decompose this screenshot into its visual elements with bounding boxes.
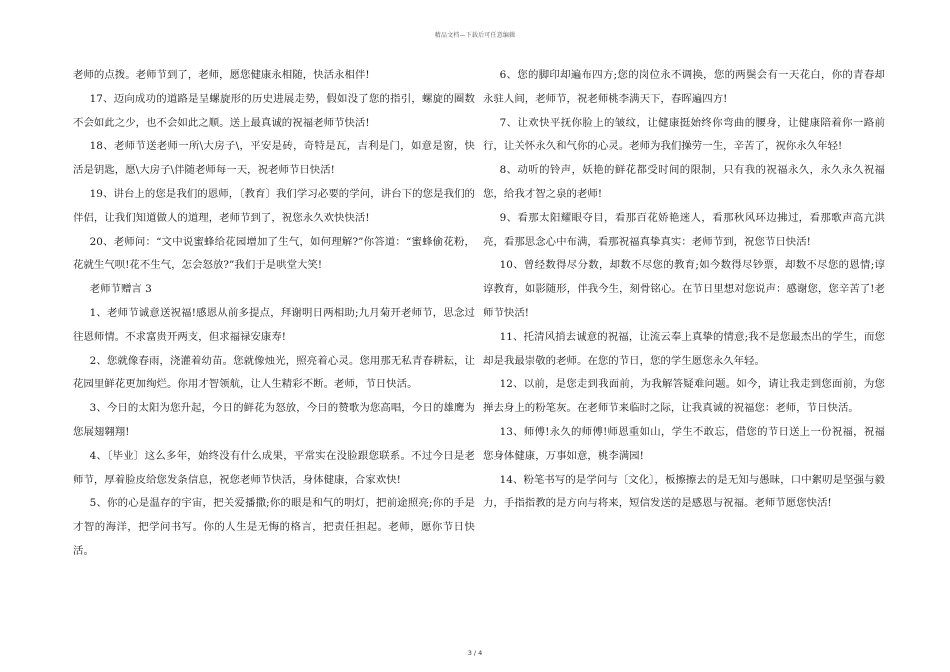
paragraph: 7、让欢快平抚你脸上的皱纹，让健康挺始终你弯曲的腰身，让健康陪着你一路前行，让关怀永久和气你的心灵。老师为我们操劳一生，辛苦了，祝你永久年轻!	[483, 116, 885, 153]
paragraph: 6、您的脚印却遍布四方;您的岗位永不调换，您的两鬓会有一天花白，你的青春却永驻人间，老师节，祝老师桃李满天下，春晖遍四方!	[483, 69, 885, 105]
paragraph: 8、动听的铃声，妖艳的鲜花都受时间的限制，只有我的祝福永久，永久永久祝福您，给我才智之泉的老师!	[483, 164, 885, 200]
paragraph: 13、师傅!永久的师傅!师恩重如山，学生不敢忘，借您的节日送上一份祝福，祝福您身体健康，万事如意，桃李满园!	[483, 425, 885, 462]
paragraph: 5、你的心是温存的宇宙，把关爱播撒;你的眼是和气的明灯，把前途照亮;你的手是才智的海洋，把学问书写。你的人生是无悔的格言，把责任担起。老师，愿你节日快活。	[73, 497, 475, 557]
page-header: 精品文档—下载后可任意编辑	[434, 32, 516, 39]
paragraph: 12、以前，是您走到我面前，为我解答疑难问题。如今，请让我走到您面前，为您掸去身上的粉笔灰。在老师节来临时之际，让我真诚的祝福您：老师，节日快活。	[483, 378, 885, 415]
left-column	[73, 64, 475, 564]
paragraph: 10、曾经数得尽分数，却数不尽您的教育;如今数得尽钞票，却数不尽您的恩情;谆谆教育，如影随形，伴我今生，刻骨铭心。在节日里想对您说声：感谢您，您辛苦了!老师节快活!	[483, 259, 885, 319]
paragraph: 4、〔毕业〕这么多年，始终没有什么成果，平常实在没脸跟您联系。不过今日是老师节，厚着脸皮给您发条信息，祝您老师节快活，身体健康，合家欢快!	[73, 449, 475, 486]
paragraph: 11、托清风捎去诚意的祝福，让流云奉上真挚的情意;我不是您最杰出的学生，而您却是我最崇敬的老师。在您的节日，您的学生愿您永久年轻。	[483, 330, 885, 367]
paragraph: 2、您就像春雨，浇灌着幼苗。您就像烛光，照亮着心灵。您用那无私青春耕耘，让花园里鲜花更加绚烂。你用才智领航，让人生精彩不断。老师，节日快活。	[73, 354, 475, 391]
section-heading: 老师节赠言 3	[89, 283, 152, 296]
paragraph: 14、粉笔书写的是学问与〔文化〕，板擦擦去的是无知与愚昧，口中絮叨是坚强与毅力，手指指教的是方向与将来，短信发送的是感恩与祝福。老师节愿您快活!	[483, 473, 885, 510]
paragraph: 老师的点拨。老师节到了，老师，愿您健康永相随，快活永相伴!	[73, 69, 370, 81]
page-number: 3 / 4	[467, 649, 483, 657]
paragraph: 20、老师问：“文中说蜜蜂给花园增加了生气，如何理解?”你答道：“蜜蜂偷花粉，花就生气呗!花不生气，怎会怒放?”我们于是哄堂大笑!	[73, 235, 475, 272]
paragraph: 19、讲台上的您是我们的恩师，〔教育〕我们学习必要的学问，讲台下的您是我们的伴侣，让我们知道做人的道理，老师节到了，祝您永久欢快快活!	[73, 187, 475, 224]
paragraph: 18、老师节送老师一所\大房子\，平安是砖，奇特是瓦，吉利是门，如意是窗，快活是钥匙，愿\大房子\伴随老师每一天，祝老师节日快活!	[73, 140, 475, 177]
paragraph: 1、老师节诚意送祝福!感恩从前多提点，拜谢明日两相助;九月菊开老师节，思念过往恩师情。不求富贵开两支，但求福禄安康寿!	[73, 306, 475, 343]
right-column	[483, 64, 885, 516]
paragraph: 9、看那太阳耀眼夺目，看那百花娇艳迷人，看那秋风环边拂过，看那歌声高亢洪亮，看那思念心中布满，看那祝福真挚真实：老师节到，祝您节日快活!	[483, 211, 885, 248]
paragraph: 3、今日的太阳为您升起，今日的鲜花为怒放，今日的赞歌为您高唱，今日的雄鹰为您展翅翱翔!	[73, 402, 475, 438]
paragraph: 17、迈向成功的道路是呈螺旋形的历史进展走势，假如没了您的指引，螺旋的圈数不会如此之少，也不会如此之顺。送上最真诚的祝福老师节快活!	[73, 92, 475, 129]
